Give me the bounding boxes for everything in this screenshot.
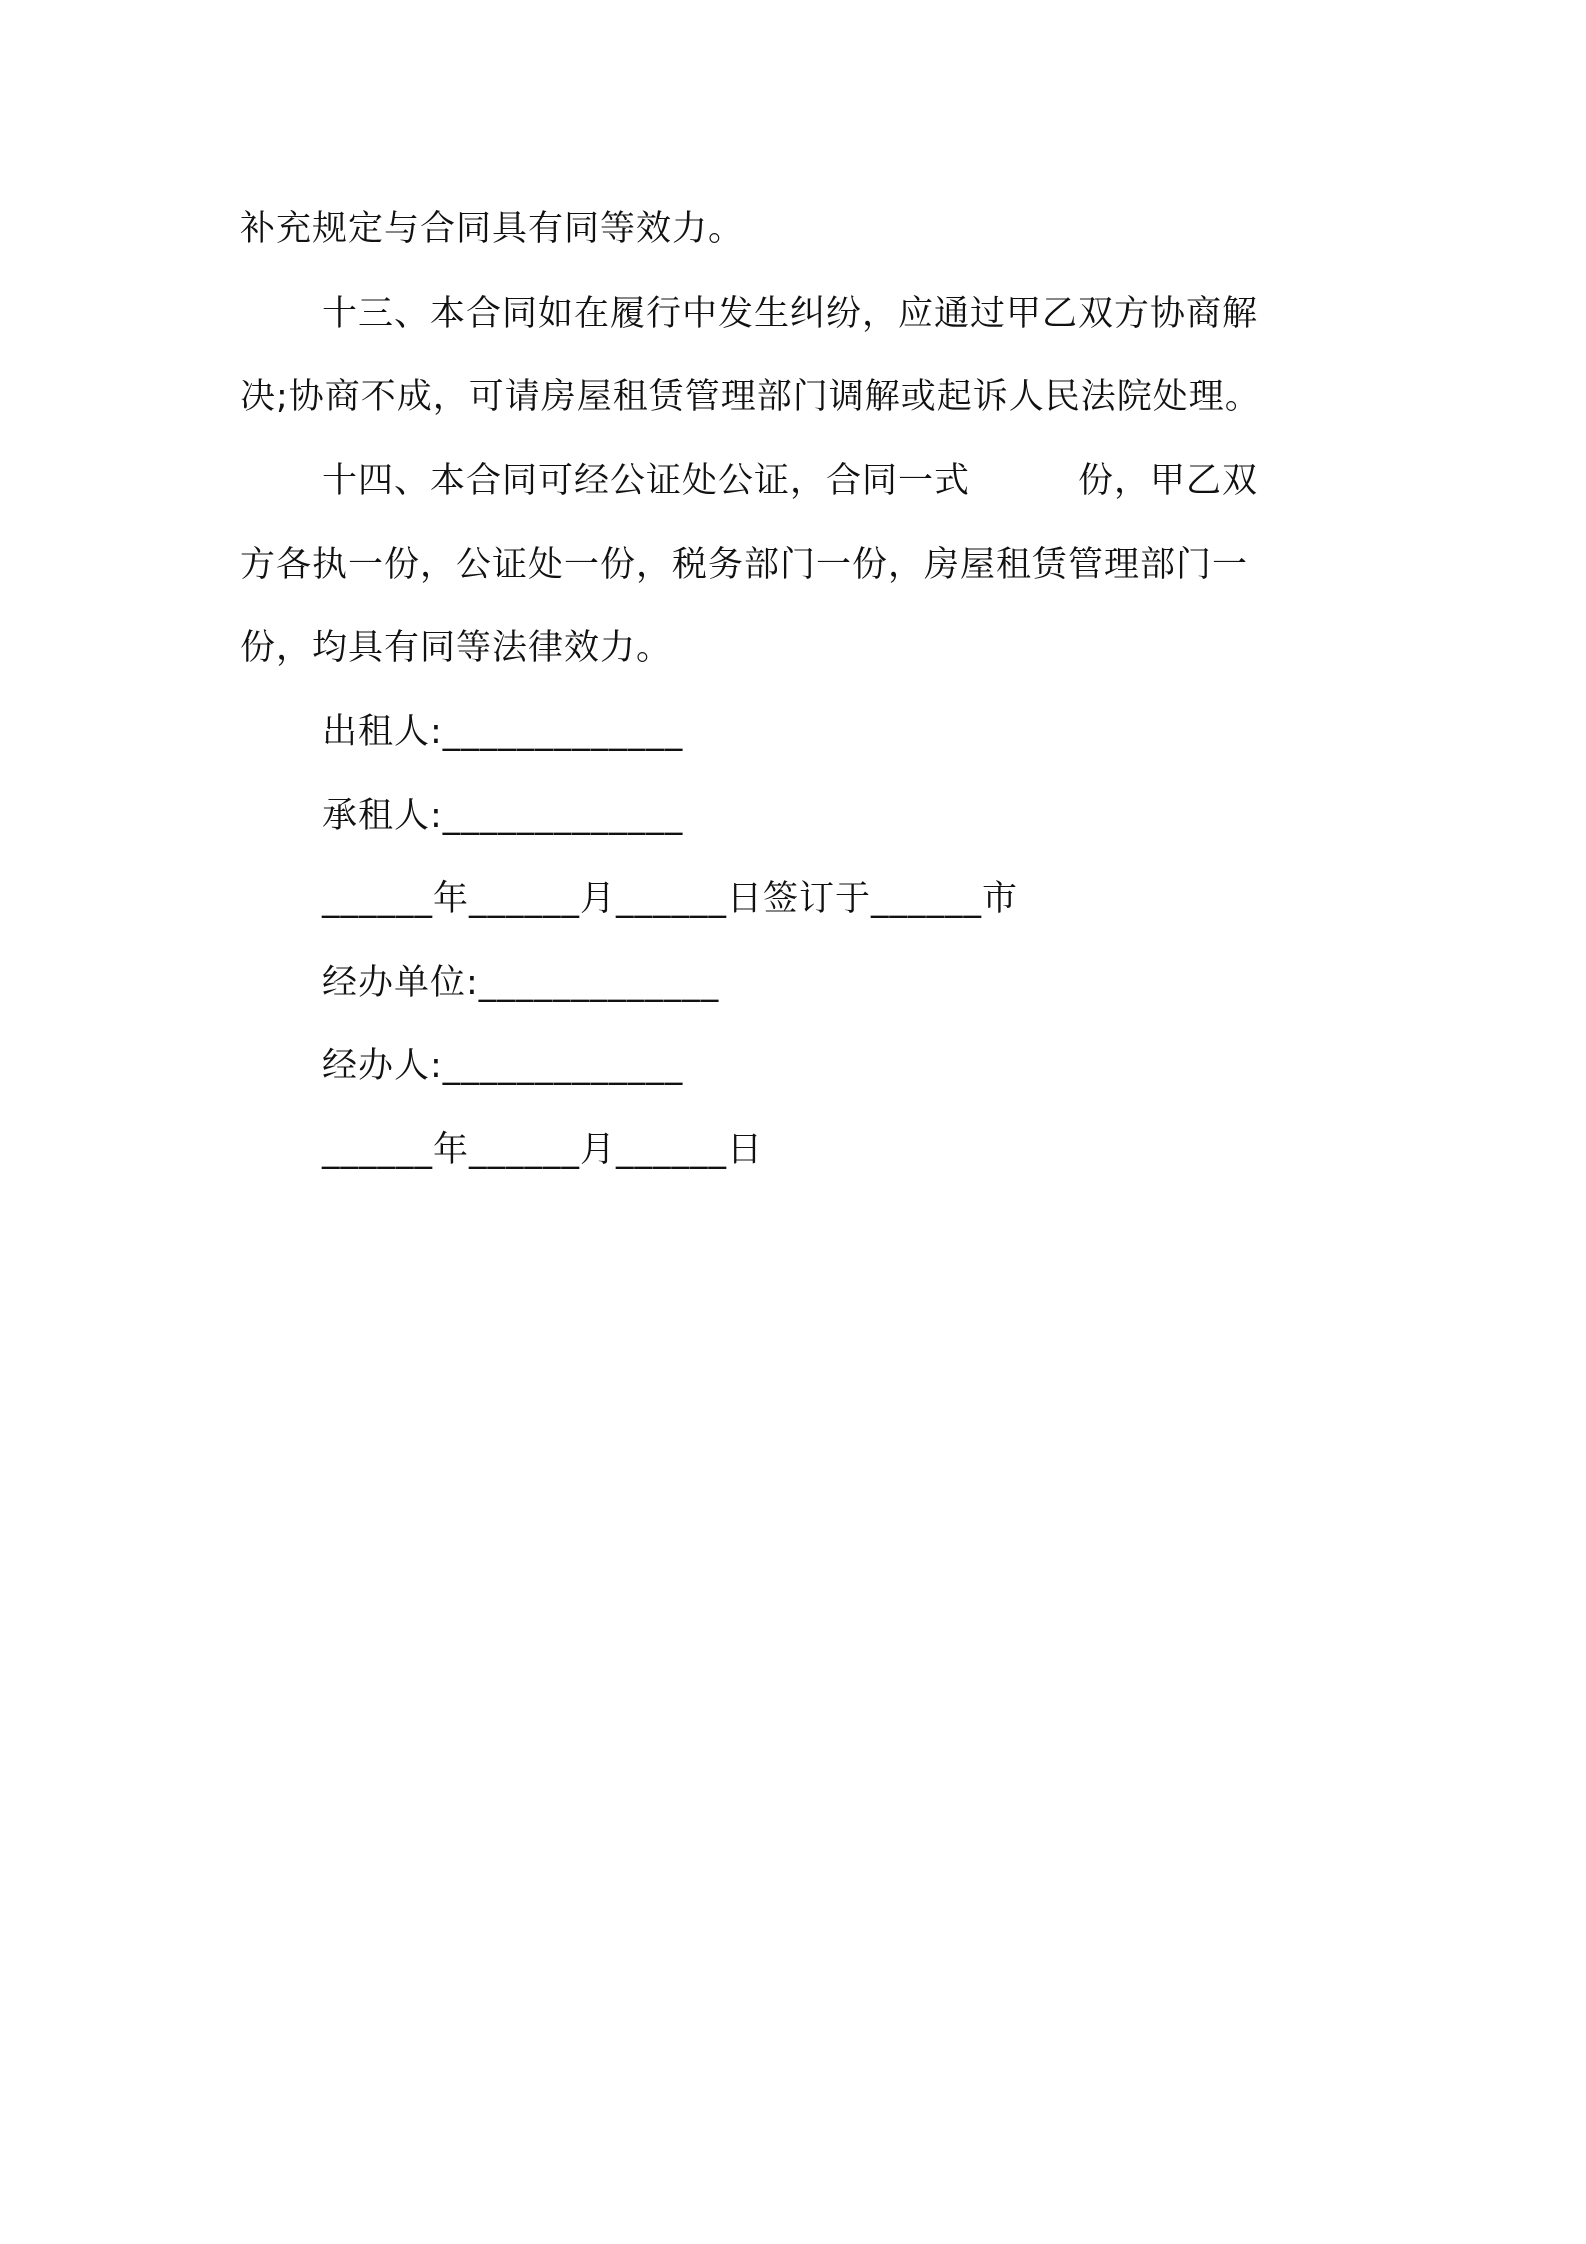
paragraph-14-line-3: 份，均具有同等法律效力。: [240, 628, 673, 668]
paragraph-14-line-2: 方各执一份，公证处一份，税务部门一份，房屋租赁管理部门一: [240, 545, 1249, 585]
paragraph-14-line-1: 十四、本合同可经公证处公证，合同一式 份，甲乙双: [322, 461, 1259, 501]
lessor-signature-line: 出租人:_____________: [322, 712, 684, 752]
signing-date-place-line: ______年______月______日签订于______市: [322, 879, 1019, 919]
paragraph-13-line-1: 十三、本合同如在履行中发生纠纷，应通过甲乙双方协商解: [322, 294, 1259, 334]
lessee-signature-line: 承租人:_____________: [322, 796, 684, 836]
agency-unit-line: 经办单位:_____________: [322, 963, 720, 1003]
agent-date-line: ______年______月______日: [322, 1130, 764, 1170]
agent-line: 经办人:_____________: [322, 1046, 684, 1086]
paragraph-12-tail: 补充规定与合同具有同等效力。: [240, 209, 745, 249]
paragraph-13-line-2: 决;协商不成，可请房屋租赁管理部门调解或起诉人民法院处理。: [240, 377, 1261, 417]
